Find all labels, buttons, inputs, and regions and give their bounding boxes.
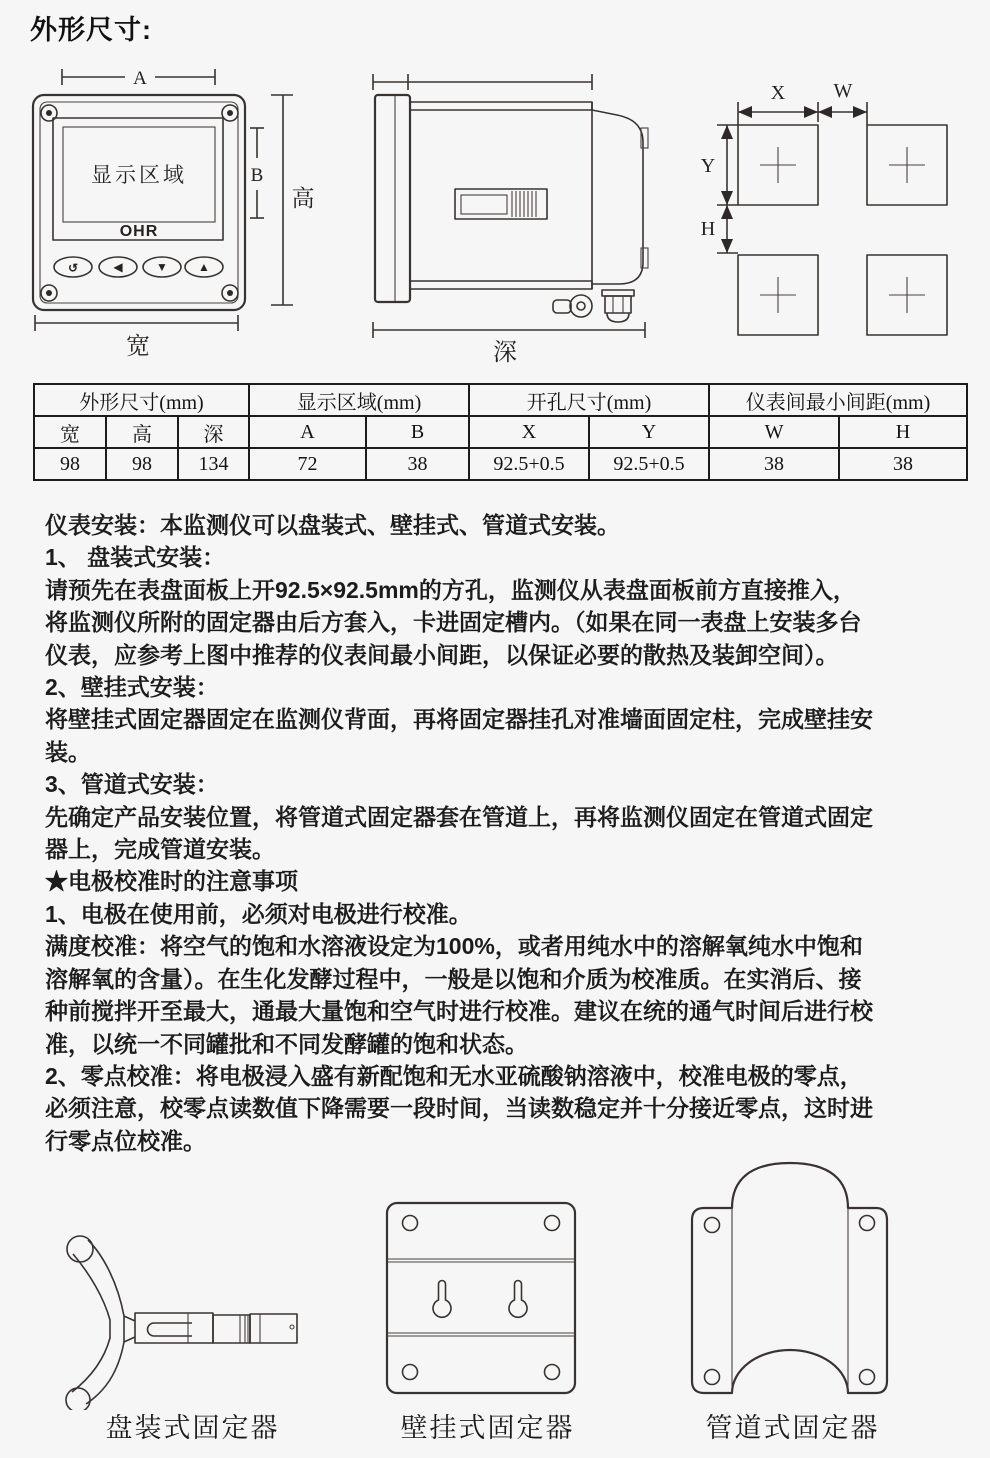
wall-fixture-drawing (380, 1200, 590, 1400)
rear-tab-bottom (641, 248, 648, 268)
col-header: H (839, 416, 967, 448)
instruction-line: 3、管道式安装： (45, 771, 219, 798)
instruction-line: ★电极校准时的注意事项 (45, 868, 298, 895)
value-cell: 98 (106, 448, 178, 480)
instruction-line: 准，以统一不同罐批和不同发酵罐的饱和状态。 (45, 1030, 528, 1057)
col-header: W (709, 416, 839, 448)
front-bezel (375, 95, 410, 302)
instruction-line: 装。 (45, 738, 91, 765)
value-cell: 38 (839, 448, 967, 480)
instruction-line: 种前搅拌开至最大，通最大量饱和空气时进行校准。建议在统的通气时间后进行校 (45, 998, 873, 1025)
dimension-width (35, 315, 238, 360)
group-display-area: 显示区域(mm) (249, 384, 469, 416)
pipe-fixture-label: 管道式固定器 (705, 1413, 880, 1443)
dim-w-label: W (833, 80, 853, 102)
display-area-label: 显示区域 (91, 163, 187, 187)
down-arrow-icon: ▼ (156, 260, 168, 274)
instruction-line: 将壁挂式固定器固定在监测仪背面，再将固定器挂孔对准墙面固定柱，完成壁挂安 (45, 706, 873, 733)
front-view-drawing (25, 58, 320, 363)
rear-housing (592, 110, 643, 284)
dimension-w (818, 80, 867, 125)
left-arrow-icon: ◀ (113, 260, 123, 274)
device-buttons (54, 257, 223, 277)
value-cell: 92.5+0.5 (589, 448, 709, 480)
group-cutout-dims: 开孔尺寸(mm) (469, 384, 709, 416)
cutout-spacing-diagram (690, 72, 980, 372)
panel-fixture-drawing (40, 1200, 340, 1410)
up-arrow-icon: ▲ (198, 260, 210, 274)
instruction-line: 必须注意，校零点读数值下降需要一段时间，当读数稳定并十分接近零点，这时进 (45, 1095, 873, 1122)
instruction-line: 1、电极在使用前，必须对电极进行校准。 (45, 900, 472, 927)
installation-instructions (45, 509, 970, 1157)
instruction-line: 请预先在表盘面板上开92.5×92.5mm的方孔，监测仪从表盘面板前方直接推入， (45, 576, 856, 603)
panel-clip (455, 189, 547, 219)
dim-h-label: H (700, 218, 716, 240)
dim-a-label: A (133, 68, 147, 89)
table-subheader-row (34, 416, 967, 448)
instruction-line: 器上，完成管道安装。 (45, 836, 275, 863)
table-values-row (34, 448, 967, 480)
instruction-line: 溶解氧的含量）。在生化发酵过程中，一般是以饱和介质为校准质。在实消后、接 (45, 965, 862, 992)
dim-b-label: B (250, 165, 264, 186)
instruction-line: 2、壁挂式安装： (45, 674, 219, 701)
dim-depth-label: 深 (493, 339, 517, 366)
cable-gland (602, 290, 634, 322)
top-rail (410, 102, 592, 110)
dimension-b (250, 128, 264, 218)
value-cell: 72 (249, 448, 366, 480)
dim-x-label: X (770, 82, 786, 104)
value-cell: 134 (178, 448, 249, 480)
value-cell: 38 (709, 448, 839, 480)
instruction-line: 仪表安装：本监测仪可以盘装式、壁挂式、管道式安装。 (45, 512, 620, 538)
page-title: 外形尺寸: (30, 15, 152, 45)
pipe-fixture-drawing (685, 1155, 895, 1405)
keyhole-slot (433, 1281, 451, 1318)
col-header: 宽 (34, 416, 106, 448)
instruction-line: 2、零点校准：将电极浸入盛有新配饱和无水亚硫酸钠溶液中，校准电极的零点， (45, 1062, 863, 1089)
col-header: A (249, 416, 366, 448)
side-view-drawing (355, 62, 705, 367)
value-cell: 98 (34, 448, 106, 480)
col-header: X (469, 416, 589, 448)
dim-height-label: 高 (291, 185, 315, 211)
col-header: B (366, 416, 469, 448)
group-min-spacing: 仪表间最小间距(mm) (709, 384, 967, 416)
dimension-height (271, 95, 315, 305)
instruction-line: 仪表，应参考上图中推荐的仪表间最小间距，以保证必要的散热及装卸空间）。 (45, 641, 839, 668)
col-header: 深 (178, 416, 249, 448)
instruction-line: 行零点位校准。 (45, 1127, 206, 1154)
col-header: Y (589, 416, 709, 448)
col-header: 高 (106, 416, 178, 448)
dimensions-table (33, 383, 968, 481)
earth-terminal (553, 295, 592, 317)
wall-fixture-label: 壁挂式固定器 (400, 1413, 575, 1443)
group-outline-dims: 外形尺寸(mm) (34, 384, 249, 416)
dim-width-label: 宽 (126, 333, 150, 360)
instruction-line: 先确定产品安装位置，将管道式固定器套在管道上，再将监测仪固定在管道式固定 (45, 803, 873, 830)
instruction-line: 满度校准：将空气的饱和水溶液设定为100%，或者用纯水中的溶解氧纯水中饱和 (45, 933, 863, 960)
dimension-h (701, 205, 738, 253)
bottom-rail (410, 281, 592, 289)
value-cell: 92.5+0.5 (469, 448, 589, 480)
dimension-y (701, 125, 738, 205)
dimension-x (738, 82, 818, 125)
value-cell: 38 (366, 448, 469, 480)
return-icon: ↺ (67, 261, 79, 275)
instruction-line: 1、 盘装式安装： (45, 544, 226, 571)
table-group-header-row (34, 384, 967, 416)
keyhole-slot (509, 1281, 527, 1318)
instruction-line: 将监测仪所附的固定器由后方套入，卡进固定槽内。（如果在同一表盘上安装多台 (45, 609, 862, 636)
dim-y-label: Y (700, 155, 716, 177)
dimension-bezel-depth (373, 74, 592, 90)
dimension-a (62, 68, 215, 89)
cutout-squares (738, 125, 947, 335)
panel-fixture-label: 盘装式固定器 (105, 1413, 280, 1443)
dimension-depth (373, 322, 645, 366)
brand-logo: OHR (119, 223, 159, 240)
